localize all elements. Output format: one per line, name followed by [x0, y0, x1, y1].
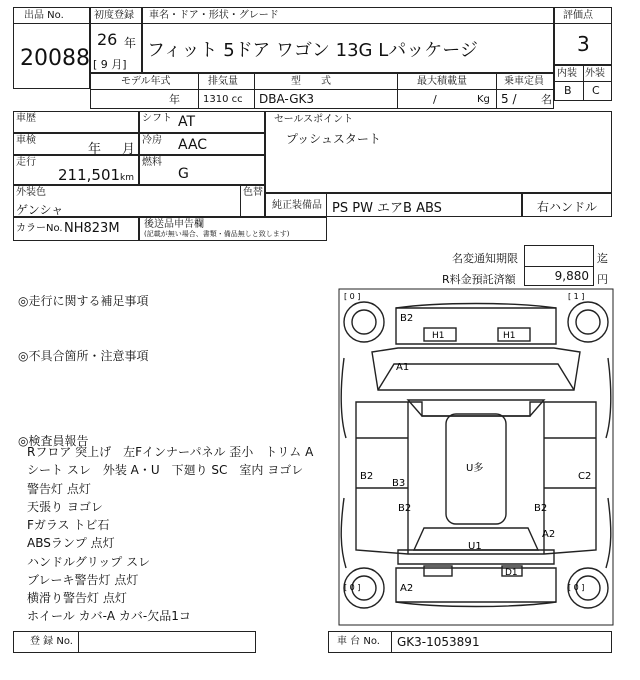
shift-label: シフト: [142, 113, 172, 124]
displacement-label: 排気量: [208, 76, 238, 87]
recycle-fee-label: R料金預託済額: [442, 273, 516, 286]
report-line: 天張り ヨゴレ: [27, 500, 103, 514]
load-value: /: [433, 93, 437, 106]
equipment-label: 純正装備品: [272, 200, 322, 211]
grade-cell: [554, 7, 612, 65]
lot-label: 出品 No.: [24, 10, 64, 21]
sales-point-cell: [265, 111, 612, 193]
recycle-fee-value: 9,880: [554, 269, 589, 283]
capacity-value: 5 /: [501, 92, 517, 106]
history-label: 車歴: [16, 113, 36, 124]
driving-notes-heading: ◎走行に関する補足事項: [18, 294, 149, 308]
car-name: フィット 5ドア ワゴン 13G Lパッケージ: [147, 40, 478, 61]
shift-cell: [139, 111, 265, 133]
year-unit: 年: [124, 36, 137, 50]
grade-value: 3: [577, 32, 590, 56]
report-line: ハンドルグリップ スレ: [27, 555, 151, 569]
recolor-label: 色替: [243, 187, 263, 198]
chassis-label: 車 台 No.: [337, 636, 380, 647]
type-value: DBA-GK3: [259, 92, 314, 106]
ac-label: 冷房: [142, 135, 162, 146]
report-line: ブレーキ警告灯 点灯: [27, 573, 139, 587]
corner-tag-bottom-left: [ 0 ]: [344, 583, 361, 592]
damage-mark: A2: [400, 583, 414, 594]
report-line: シート スレ 外装 A・U 下廻り SC 室内 ヨゴレ: [27, 463, 304, 477]
color-number-cell: [13, 217, 139, 241]
damage-mark: B2: [534, 503, 548, 514]
recycle-fee-unit: 円: [597, 273, 608, 286]
spec-row: [90, 73, 554, 109]
car-name-cell: [142, 7, 554, 73]
lot-number: 20088: [20, 46, 90, 71]
post-delivery-label: 後送品申告欄: [144, 219, 204, 230]
load-label: 最大積載量: [417, 76, 467, 87]
interior-exterior-cell: [554, 65, 612, 101]
interior-value: B: [564, 84, 572, 97]
damage-mark: U多: [466, 463, 484, 474]
interior-label: 内装: [557, 68, 577, 79]
model-year-label: モデル年式: [121, 76, 171, 87]
damage-mark: H1: [432, 331, 445, 341]
displacement-value: 1310 cc: [203, 94, 243, 105]
damage-mark: B3: [392, 478, 406, 489]
capacity-unit: 名: [541, 93, 552, 106]
fuel-value: G: [178, 166, 189, 182]
corner-tag-top-left: [ 0 ]: [344, 292, 361, 301]
chassis-value: GK3-1053891: [397, 635, 480, 649]
damage-mark: C2: [578, 471, 592, 482]
car-damage-diagram: [338, 288, 614, 626]
chassis-number-cell: [328, 631, 612, 653]
registration-number-cell: [13, 631, 256, 653]
transfer-deadline-box: [524, 245, 594, 267]
damage-mark: D1: [505, 568, 518, 578]
grade-label: 評価点: [563, 10, 593, 21]
car-name-label: 車名・ドア・形状・グレード: [149, 10, 279, 21]
fuel-cell: [139, 155, 265, 185]
inspection-year: 年: [88, 142, 102, 157]
damage-mark: A1: [396, 362, 410, 373]
damage-mark: H1: [503, 331, 516, 341]
lot-number-cell: [13, 7, 90, 89]
capacity-label: 乗車定員: [504, 76, 544, 87]
corner-tag-top-right: [ 1 ]: [568, 292, 585, 301]
damage-mark: B2: [398, 503, 412, 514]
steering-value: 右ハンドル: [537, 200, 598, 214]
first-registration-cell: [90, 7, 142, 73]
color-number-label: カラーNo.: [16, 223, 63, 234]
transfer-deadline-label: 名変通知期限: [452, 252, 518, 265]
load-unit: Kg: [477, 94, 490, 105]
defect-notes-heading: ◎不具合箇所・注意事項: [18, 349, 149, 363]
steering-cell: [522, 193, 612, 217]
report-line: ABSランプ 点灯: [27, 536, 115, 550]
report-line: Fガラス トビ石: [27, 518, 110, 532]
first-reg-month: [ 9 月]: [93, 58, 127, 71]
damage-mark: A2: [542, 529, 556, 540]
first-reg-label: 初度登録: [94, 10, 134, 21]
exterior-value: C: [592, 84, 600, 97]
exterior-label: 外装: [585, 68, 605, 79]
damage-mark: B2: [360, 471, 374, 482]
color-value: ゲンシャ: [16, 203, 64, 217]
sales-point-value: プッシュスタート: [286, 132, 381, 146]
post-delivery-note: (記載が無い場合、書類・備品無しと致します): [144, 230, 290, 238]
inspection-month: 月: [122, 142, 136, 157]
ac-cell: [139, 133, 265, 155]
history-cell: [13, 111, 139, 133]
corner-tag-bottom-right: [ 0 ]: [568, 583, 585, 592]
damage-mark: U1: [468, 541, 482, 552]
first-reg-year: 26: [97, 30, 118, 49]
inspector-report-heading: ◎検査員報告: [18, 434, 89, 448]
equipment-value: PS PW エアB ABS: [332, 201, 442, 216]
mileage-label: 走行: [16, 157, 36, 168]
shift-value: AT: [178, 114, 196, 130]
post-delivery-cell: [139, 217, 327, 241]
mileage-cell: [13, 155, 139, 185]
report-line: ホイール カバ-A カバ-欠品1コ: [27, 609, 191, 623]
ac-value: AAC: [178, 137, 208, 153]
color-cell: [13, 185, 265, 217]
model-year-value: 年: [169, 93, 180, 106]
color-label: 外装色: [16, 187, 46, 198]
report-line: 警告灯 点灯: [27, 482, 91, 496]
damage-mark: B2: [400, 313, 414, 324]
color-number-value: NH823M: [64, 221, 120, 236]
report-line: Rフロア 突上げ 左Fインナーパネル 歪小 トリム A: [27, 445, 314, 459]
sales-point-label: セールスポイント: [274, 114, 354, 125]
mileage-value: 211,501: [58, 166, 121, 184]
fuel-label: 燃料: [142, 157, 162, 168]
registration-label: 登 録 No.: [30, 636, 73, 647]
mileage-unit: km: [120, 173, 134, 183]
report-line: 横滑り警告灯 点灯: [27, 591, 127, 605]
recycle-fee-box: [524, 266, 594, 286]
transfer-deadline-unit: 迄: [597, 252, 608, 265]
equipment-cell: [265, 193, 522, 217]
inspection-label: 車検: [16, 135, 36, 146]
inspection-cell: [13, 133, 139, 155]
type-label: 型 式: [291, 76, 331, 87]
